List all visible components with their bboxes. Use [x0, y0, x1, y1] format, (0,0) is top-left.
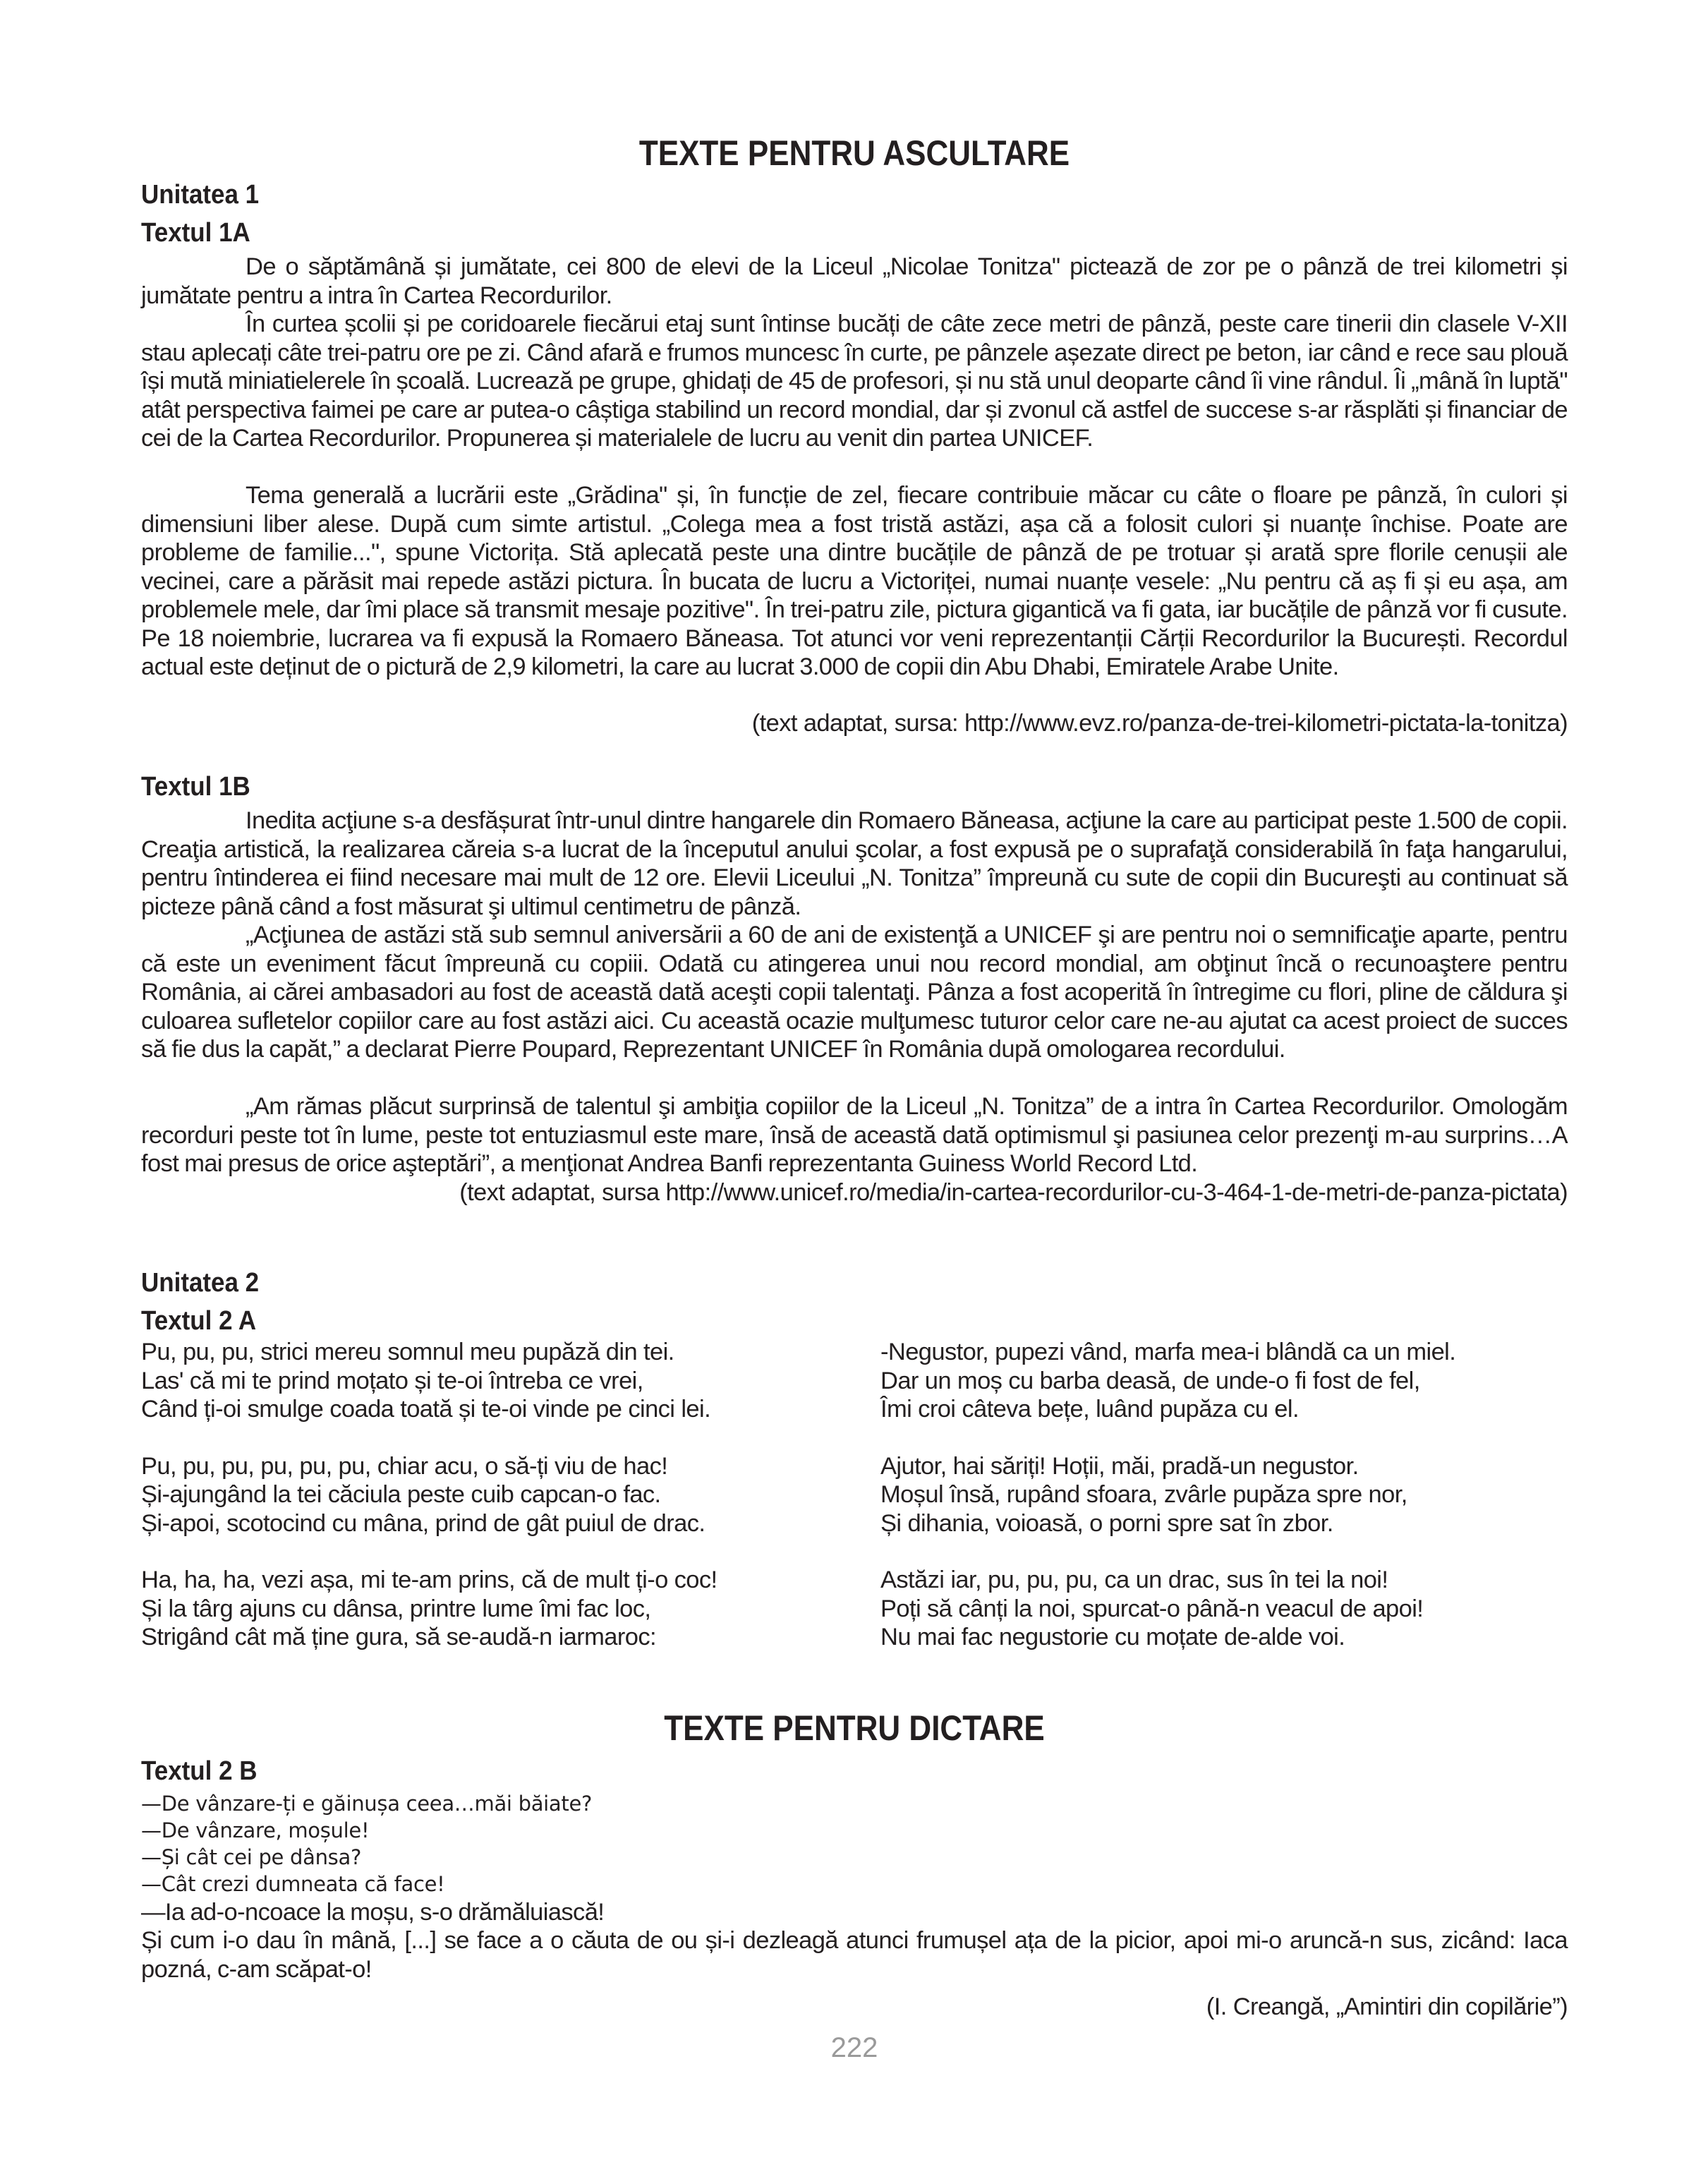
poem-stanza: [880, 1566, 1455, 1652]
poem-line: Moșul însă, rupând sfoara, zvârle pupăza spre nor,: [880, 1481, 1407, 1508]
text1b-paragraph-1: Inedita acţiune s-a desfășurat într-unul dintre hangarele din Romaero Băneasa, acţiune la care au participat peste 1.500 de copii. Creaţia artistică, la realizarea căreia s-a lucrat de la începutul anului şcolar, a fost expusă pe o suprafaţă considerabilă în faţa hangarului, pentru întinderea ei fiind necesare mai mult de 12 ore. Elevii Liceului „N. Tonitza” împreună cu sute de copii din Bucureşti au continuat să picteze până când a fost măsurat şi ultimul centimetru de pânză.: [141, 807, 1568, 920]
text1a-heading: Textul 1A: [141, 218, 250, 248]
poem-line: Astăzi iar, pu, pu, pu, ca un drac, sus în tei la noi!: [880, 1567, 1388, 1593]
poem-line: Când ți-oi smulge coada toată și te-oi vinde pe cinci lei.: [141, 1396, 711, 1423]
poem-line: Dar un moș cu barba deasă, de unde-o fi fost de fel,: [880, 1367, 1420, 1394]
text2b-source: (I. Creangă, „Amintiri din copilărie”): [1206, 1993, 1568, 2020]
page-number: 222: [830, 2032, 878, 2063]
poem-line: Poți să cânți la noi, spurcat-o până-n veacul de apoi!: [880, 1595, 1424, 1622]
poem-stanza: [141, 1452, 717, 1538]
poem-right-column: [880, 1338, 1455, 1680]
poem-stanza: [880, 1452, 1455, 1538]
poem-line: Și-ajungând la tei căciula peste cuib capcan-o fac.: [141, 1481, 661, 1508]
text1b-source: (text adaptat, sursa http://www.unicef.ro/media/in-cartea-recordurilor-cu-3-464-1-de-metri-de-panza-pictata): [459, 1179, 1568, 1206]
dialog-line: —De vânzare-ți e găinușa ceea…măi băiate?: [141, 1792, 593, 1816]
poem-stanza: [141, 1566, 717, 1652]
text1a-paragraph-1: De o săptămână și jumătate, cei 800 de elevi de la Liceul „Nicolae Tonitza" pictează de zor pe o pânză de trei kilometri și jumătate pentru a intra în Cartea Recordurilor.: [141, 253, 1568, 309]
poem-line: Ajutor, hai săriți! Hoții, măi, pradă-un negustor.: [880, 1452, 1359, 1480]
unit2-heading: Unitatea 2: [141, 1268, 260, 1298]
poem-line: Nu mai fac negustorie cu moțate de-alde voi.: [880, 1624, 1345, 1650]
poem-line: Las' că mi te prind moțato și te-oi întreba ce vrei,: [141, 1367, 643, 1394]
poem-line: Strigând cât mă ține gura, să se-audă-n iarmaroc:: [141, 1624, 656, 1650]
text2b-paragraph: Și cum i-o dau în mână, [...] se face a o căuta de ou și-i dezleagă atunci frumușel ața de la picior, apoi mi-o aruncă-n sus, zicând: Iaca pozná, c-am scăpat-o!: [141, 1927, 1568, 1983]
poem-line: Pu, pu, pu, strici mereu somnul meu pupăză din tei.: [141, 1339, 674, 1365]
dialog-line: —De vânzare, moșule!: [141, 1818, 370, 1842]
text2b-last-dialog-line: —Ia ad-o-ncoace la moșu, s-o drămăluiască!: [141, 1899, 605, 1926]
poem-stanza: [141, 1338, 717, 1424]
text1b-paragraph-2: „Acţiunea de astăzi stă sub semnul aniversării a 60 de ani de existenţă a UNICEF şi are pentru noi o semnificaţie aparte, pentru că este un eveniment făcut împreună cu copiii. Odată cu atingerea unui nou record mondial, am obţinut încă o recunoaştere pentru România, ai cărei ambasadori au fost de această dată aceşti copii talentaţi. Pânza a fost acoperită în întregime cu flori, pline de căldura şi culoarea sufletelor copiilor care au fost astăzi aici. Cu această ocazie mulţumesc tuturor celor care ne-au ajutat ca acest proiect de succes să fie dus la capăt,” a declarat Pierre Poupard, Reprezentant UNICEF în România după omologarea recordului.: [141, 922, 1568, 1063]
poem-left-column: [141, 1338, 717, 1680]
poem-line: Ha, ha, ha, vezi așa, mi te-am prins, că de mult ți-o coc!: [141, 1567, 717, 1593]
dialog-line: —Cât crezi dumneata că face!: [141, 1872, 445, 1896]
poem-line: Pu, pu, pu, pu, pu, pu, chiar acu, o să-ți viu de hac!: [141, 1452, 668, 1480]
text2b-heading: Textul 2 B: [141, 1756, 258, 1786]
text1a-paragraph-2: În curtea școlii și pe coridoarele fiecărui etaj sunt întinse bucăți de câte zece metri de pânză, peste care tinerii din clasele V-XII stau aplecați câte trei-patru ore pe zi. Când afară e frumos muncesc în curte, pe pânzele așezate direct pe beton, iar când e rece sau plouă își mută miniatielerele în școală. Lucrează pe grupe, ghidați de 45 de profesori, și nu stă unul deoparte când îi vine rândul. Îi „mână în luptă" atât perspectiva faimei pe care ar putea-o câștiga stabilind un record mondial, dar și zvonul că astfel de succese s-ar răsplăti și financiar de cei de la Cartea Recordurilor. Propunerea și materialele de lucru au venit din partea UNICEF.: [141, 310, 1568, 452]
poem-line: Îmi croi câteva bețe, luând pupăza cu el.: [880, 1396, 1299, 1423]
title-texts-for-dictation: TEXTE PENTRU DICTARE: [664, 1708, 1045, 1748]
poem-line: Și dihania, voioasă, o porni spre sat în zbor.: [880, 1509, 1333, 1537]
dialog-line: —Și cât cei pe dânsa?: [141, 1845, 362, 1869]
poem-line: Și-apoi, scotocind cu mâna, prind de gât puiul de drac.: [141, 1509, 705, 1537]
text1b-heading: Textul 1B: [141, 772, 250, 802]
unit1-heading: Unitatea 1: [141, 180, 260, 210]
text1a-source: (text adaptat, sursa: http://www.evz.ro/panza-de-trei-kilometri-pictata-la-tonitza): [751, 710, 1568, 737]
text1a-paragraph-3: Tema generală a lucrării este „Grădina" și, în funcție de zel, fiecare contribuie măcar cu câte o floare pe pânză, în culori și dimensiuni liber alese. După cum simte artistul. „Colega mea a fost tristă astăzi, așa că a folosit culori și nuanțe închise. Poate are probleme de familie...", spune Victorița. Stă aplecată peste una dintre bucățile de pânză de pe trotuar și arată spre florile cenușii ale vecinei, care a părăsit mai repede astăzi pictura. În bucata de lucru a Victoriței, numai nuanțe vesele: „Nu pentru că aș fi și eu așa, am problemele mele, dar îmi place să transmit mesaje pozitive". În trei-patru zile, pictura gigantică va fi gata, iar bucățile de pânză vor fi cusute. Pe 18 noiembrie, lucrarea va fi expusă la Romaero Băneasa. Tot atunci vor veni reprezentanții Cărții Recordurilor la București. Recordul actual este deținut de o pictură de 2,9 kilometri, la care au lucrat 3.000 de copii din Abu Dhabi, Emiratele Arabe Unite.: [141, 482, 1568, 680]
page: [141, 0, 1568, 2167]
poem-line: -Negustor, pupezi vând, marfa mea-i blândă ca un miel.: [880, 1339, 1456, 1365]
text2a-heading: Textul 2 A: [141, 1306, 257, 1336]
text1b-paragraph-3: „Am rămas plăcut surprinsă de talentul şi ambiţia copiilor de la Liceul „N. Tonitza” de a intra în Cartea Recordurilor. Omologăm recorduri peste tot în lume, peste tot entuziasmul este mare, însă de această dată optimismul şi pasiunea celor prezenţi m-au surprins…A fost mai presus de orice aşteptări”, a menţionat Andrea Banfi reprezentanta Guiness World Record Ltd.: [141, 1093, 1568, 1177]
poem-line: Și la târg ajuns cu dânsa, printre lume îmi fac loc,: [141, 1595, 651, 1622]
poem-stanza: [880, 1338, 1455, 1424]
title-texts-for-listening: TEXTE PENTRU ASCULTARE: [638, 133, 1070, 173]
text2b-dialog: [141, 1790, 592, 1897]
